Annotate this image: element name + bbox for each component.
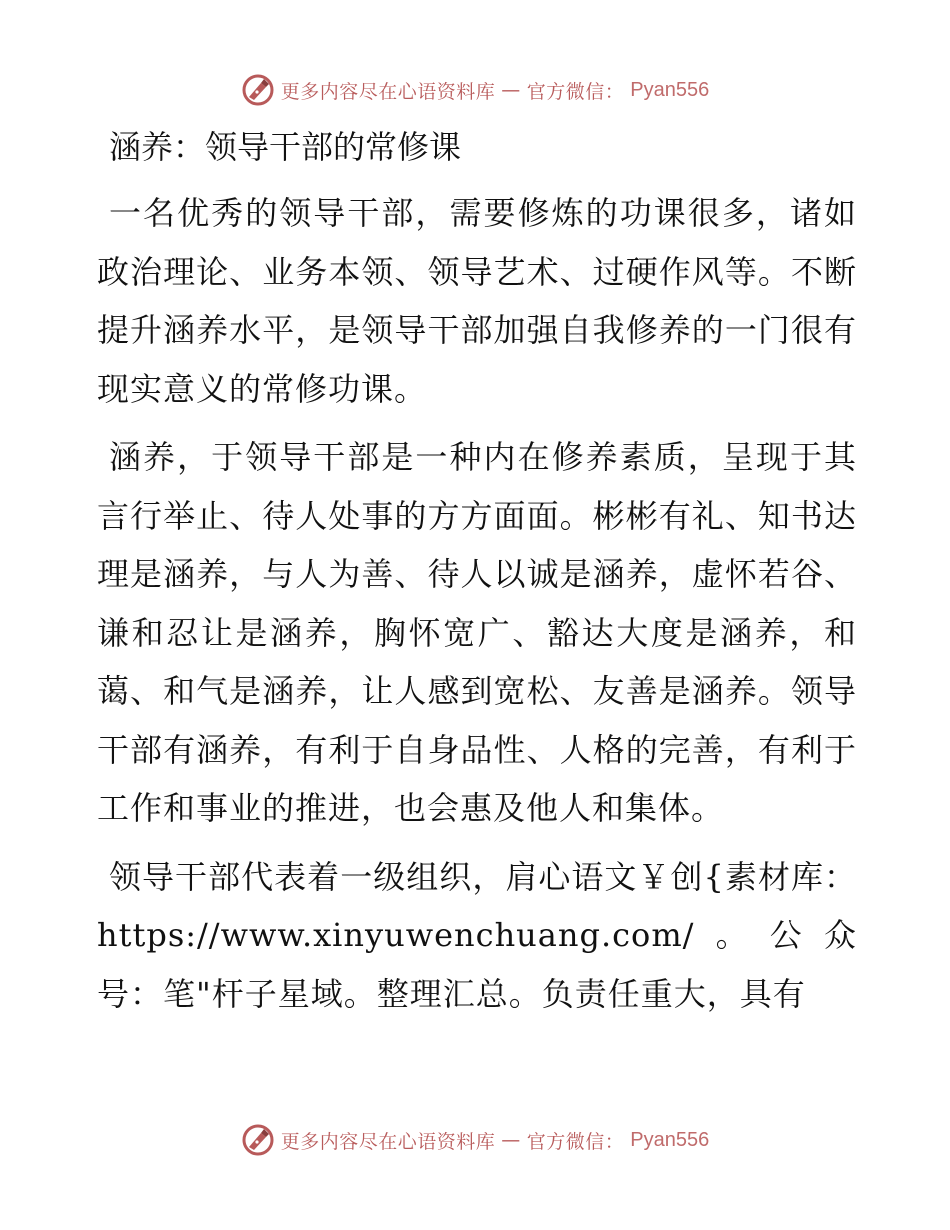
pen-logo-icon [241,1123,275,1157]
footer-banner [0,1122,950,1158]
article-title: 涵养：领导干部的常修课 [109,128,462,166]
banner-wechat-id: Pyan556 [630,1128,710,1151]
banner-title: 更多内容尽在心语资料库 [280,1130,496,1153]
article-paragraph-3: 领导干部代表着一级组织，肩心语文￥创{素材库：https://www.xinyuwenchuang.com/。公众号：笔"杆子星域。整理汇总。负责任重大，具有 [97,857,857,1013]
article-paragraph-2: 涵养，于领导干部是一种内在修养素质，呈现于其言行举止、待人处事的方方面面。彬彬有礼、知书达理是涵养，与人为善、待人以诚是涵养，虚怀若谷、谦和忍让是涵养，胸怀宽广、豁达大度是涵养，和蔼、和气是涵养，让人感到宽松、友善是涵养。领导干部有涵养，有利于自身品性、人格的完善，有利于工作和事业的推进，也会惠及他人和集体。 [97,438,857,827]
banner-title: 更多内容尽在心语资料库 [280,80,496,103]
banner-label: 官方微信： [526,80,625,103]
banner-separator: — [501,79,521,101]
pen-logo-icon [241,73,275,107]
article-paragraph-1: 一名优秀的领导干部，需要修炼的功课很多，诸如政治理论、业务本领、领导艺术、过硬作风等。不断提升涵养水平，是领导干部加强自我修养的一门很有现实意义的常修功课。 [97,194,857,408]
banner-wechat-id: Pyan556 [630,78,710,101]
banner-label: 官方微信： [526,1130,625,1153]
header-banner [0,72,950,108]
article [97,118,857,1033]
banner-separator: — [501,1129,521,1151]
